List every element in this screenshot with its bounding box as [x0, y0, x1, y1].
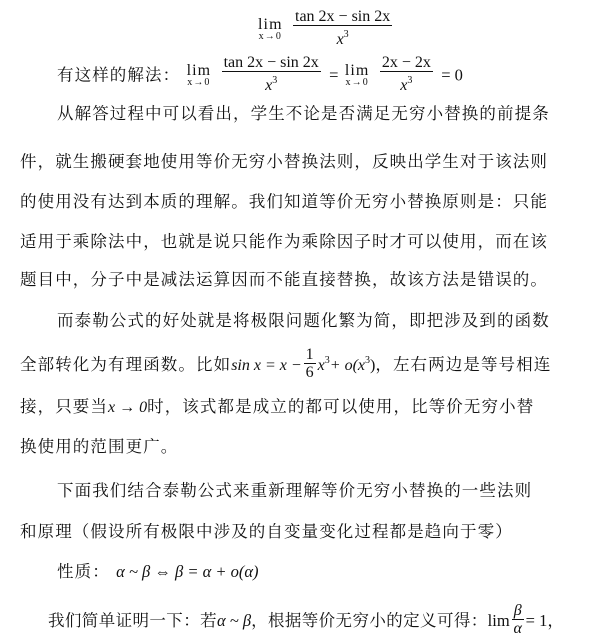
- paragraph-2-line-4: 换使用的范围更广。: [20, 437, 179, 456]
- paragraph-1-line-1: 从解答过程中可以看出，学生不论是否满足无穷小替换的前提条: [57, 104, 550, 123]
- limit-operator: lim x→0: [186, 61, 212, 88]
- formula-top: [258, 10, 394, 50]
- paragraph-2-line-1: 而泰勒公式的好处就是将极限问题化繁为简，即把涉及到的函数: [57, 311, 550, 330]
- paragraph-3-line-1: 下面我们结合泰勒公式来重新理解等价无穷小替换的一些法则: [57, 481, 533, 500]
- fraction: $\frac{\tan 2x - \sin 2x}{x^3}$: [295, 8, 391, 48]
- paragraph-1-line-3: 的使用没有达到本质的理解。我们知道等价无穷小替换原则是：只能: [20, 192, 548, 211]
- solution-label: 有这样的解法：: [57, 65, 181, 85]
- limit-operator: lim x→0: [344, 61, 370, 88]
- paragraph-1-line-2: 件，就生搬硬套地使用等价无穷小替换法则，反映出学生对于该法则: [20, 152, 548, 171]
- proof-line: 我们简单证明一下：若α ~ β，根据等价无穷小的定义可得：lim $\frac{\beta}{\alpha}$ = 1，: [48, 602, 565, 637]
- property-line: 性质： α ~ β ⇔ β = α + o(α): [57, 562, 259, 581]
- paragraph-1-line-5: 题目中，分子中是减法运算因而不能直接替换，故该方法是错误的。: [20, 270, 548, 289]
- property-formula: α ~ β ⇔ β = α + o(α): [116, 562, 259, 581]
- paragraph-3-line-2: 和原理（假设所有极限中涉及的自变量变化过程都是趋向于零）: [20, 522, 513, 541]
- paragraph-2-line-2: 全部转化为有理函数。比如sin x = x − $\frac{1}{6}$ $x^3+ o(x^3)$，左右两边是等号相连: [20, 346, 552, 381]
- fraction: $\frac{2x - 2x}{x^3}$: [381, 54, 431, 94]
- paragraph-1-line-4: 适用于乘除法中，也就是说只能作为乘除因子时才可以使用，而在该: [20, 232, 548, 251]
- fraction: $\frac{\tan 2x - \sin 2x}{x^3}$: [223, 54, 319, 94]
- paragraph-2-line-3: 接，只要当x → 0时，该式都是成立的都可以使用，比等价无穷小替: [20, 397, 535, 416]
- limit-operator: lim x→0: [258, 15, 283, 42]
- solution-line: 有这样的解法： lim x→0 $\frac{\tan 2x - \sin 2x}{x^3}$ = lim x→0 $\frac{2x - 2x}{x^3}$ = 0: [57, 54, 463, 94]
- taylor-formula: sin x = x − $\frac{1}{6}$ $x^3+ o(x^3)$: [231, 346, 376, 381]
